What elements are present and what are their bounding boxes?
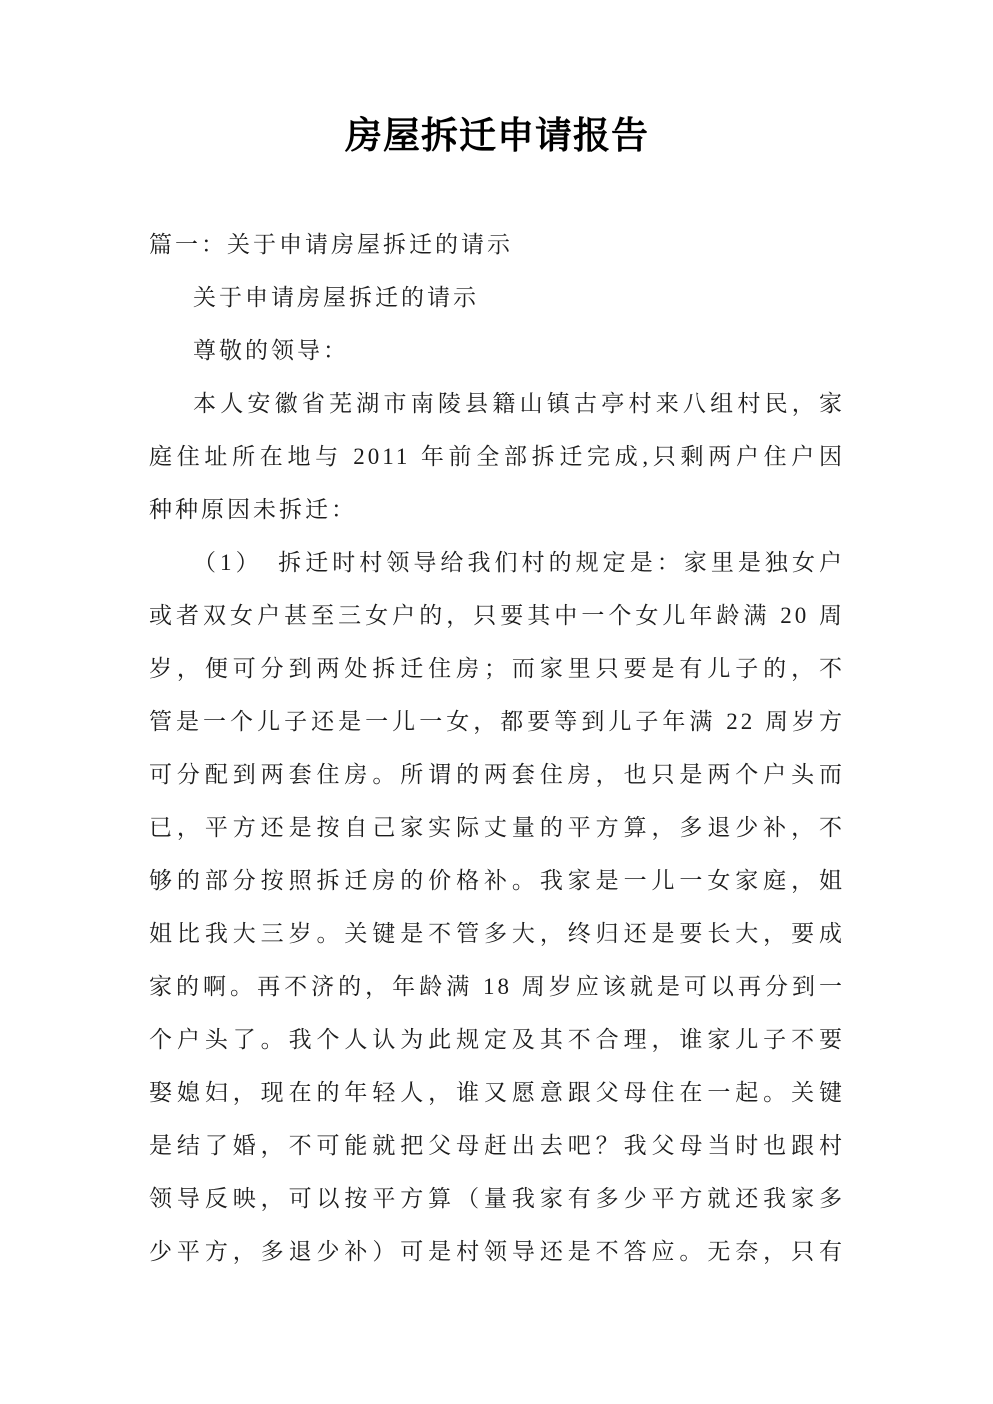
- text-line: 种种原因未拆迁：: [149, 497, 357, 522]
- text-line: 关于申请房屋拆迁的请示: [193, 285, 479, 310]
- text-line: 管是一个儿子还是一儿一女，都要等到儿子年满 22 周岁方: [149, 709, 845, 734]
- text-line: 本人安徽省芜湖市南陵县籍山镇古亭村来八组村民，家: [193, 391, 845, 416]
- text-line: 家的啊。再不济的，年龄满 18 周岁应该就是可以再分到一: [149, 974, 845, 999]
- text-line: 庭住址所在地与 2011 年前全部拆迁完成,只剩两户住户因: [149, 444, 845, 469]
- text-line: 个户头了。我个人认为此规定及其不合理，谁家儿子不要: [149, 1027, 845, 1052]
- document-title: 房屋拆迁申请报告: [345, 116, 649, 157]
- text-line: 领导反映，可以按平方算（量我家有多少平方就还我家多: [149, 1186, 845, 1211]
- document-body: [149, 218, 845, 1278]
- text-line: 篇一：关于申请房屋拆迁的请示: [149, 232, 513, 257]
- text-line: 已，平方还是按自己家实际丈量的平方算，多退少补，不: [149, 815, 845, 840]
- text-line: 岁，便可分到两处拆迁住房；而家里只要是有儿子的，不: [149, 656, 845, 681]
- text-line: （1） 拆迁时村领导给我们村的规定是：家里是独女户: [193, 550, 845, 575]
- text-line: 或者双女户甚至三女户的，只要其中一个女儿年龄满 20 周: [149, 603, 845, 628]
- text-line: 尊敬的领导：: [193, 338, 349, 363]
- text-line: 少平方，多退少补）可是村领导还是不答应。无奈，只有: [149, 1239, 845, 1264]
- text-line: 是结了婚，不可能就把父母赶出去吧？我父母当时也跟村: [149, 1133, 845, 1158]
- text-line: 够的部分按照拆迁房的价格补。我家是一儿一女家庭，姐: [149, 868, 845, 893]
- text-line: 娶媳妇，现在的年轻人，谁又愿意跟父母住在一起。关键: [149, 1080, 845, 1105]
- text-line: 可分配到两套住房。所谓的两套住房，也只是两个户头而: [149, 762, 845, 787]
- text-line: 姐比我大三岁。关键是不管多大，终归还是要长大，要成: [149, 921, 845, 946]
